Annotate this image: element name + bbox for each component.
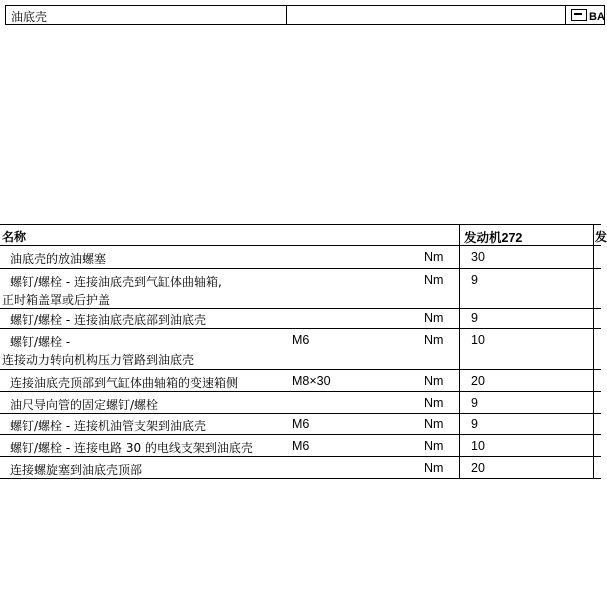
row-torque-value: 30 [471, 250, 485, 264]
row-torque-value: 20 [471, 461, 485, 475]
row-description: 油底壳的放油螺塞 [10, 252, 107, 266]
row-description-continued: 连接动力转向机构压力管路到油底壳 [2, 353, 195, 367]
row-description: 螺钉/螺栓 - [10, 335, 71, 349]
row-unit: Nm [424, 396, 444, 410]
row-unit: Nm [424, 439, 444, 453]
row-unit: Nm [424, 417, 444, 431]
row-unit: Nm [424, 461, 444, 475]
header-title: 油底壳 [11, 10, 48, 24]
table-header-row [0, 225, 607, 246]
table-row [0, 413, 601, 435]
hand-pointer-icon [571, 9, 587, 21]
table-row [0, 457, 601, 479]
row-torque-value: 9 [471, 273, 478, 287]
row-description: 连接螺旋塞到油底壳顶部 [10, 463, 143, 477]
table-row [0, 329, 601, 370]
header-logo [571, 9, 605, 23]
row-description: 螺钉/螺栓 - 连接油底壳到气缸体曲轴箱, [10, 275, 222, 289]
row-unit: Nm [424, 374, 444, 388]
row-bolt-size: M8×30 [292, 374, 331, 388]
row-bolt-size: M6 [292, 439, 310, 453]
row-unit: Nm [424, 250, 444, 264]
row-torque-value: 20 [471, 374, 485, 388]
row-unit: Nm [424, 311, 444, 325]
row-description: 螺钉/螺栓 - 连接油底壳底部到油底壳 [10, 313, 207, 327]
row-torque-value: 9 [471, 311, 478, 325]
header-logo-text: BA [589, 11, 605, 23]
row-bolt-size: M6 [292, 417, 310, 431]
row-bolt-size: M6 [292, 333, 310, 347]
table-row [0, 246, 601, 269]
row-description-continued: 正时箱盖罩或后护盖 [2, 293, 111, 307]
table-row [0, 269, 601, 309]
col-engine-header: 发动机272 [464, 231, 523, 245]
row-description: 油尺导向管的固定螺钉/螺栓 [10, 398, 159, 412]
table-row [0, 370, 601, 392]
table-row [0, 392, 601, 414]
col-name-header: 名称 [2, 230, 27, 244]
header-title-cell [6, 6, 287, 24]
header-empty-cell [287, 6, 566, 24]
table-row [0, 435, 601, 457]
row-description: 连接油底壳顶部到气缸体曲轴箱的变速箱侧 [10, 376, 239, 390]
row-description: 螺钉/螺栓 - 连接机油管支架到油底壳 [10, 419, 207, 433]
table-row [0, 307, 601, 329]
row-unit: Nm [424, 333, 444, 347]
row-torque-value: 9 [471, 417, 478, 431]
document-header [5, 5, 605, 25]
row-torque-value: 10 [471, 333, 485, 347]
row-description: 螺钉/螺栓 - 连接电路 30 的电线支架到油底壳 [10, 441, 253, 455]
row-torque-value: 9 [471, 396, 478, 410]
row-unit: Nm [424, 273, 444, 287]
row-torque-value: 10 [471, 439, 485, 453]
col-next-header: 发 [595, 230, 607, 244]
